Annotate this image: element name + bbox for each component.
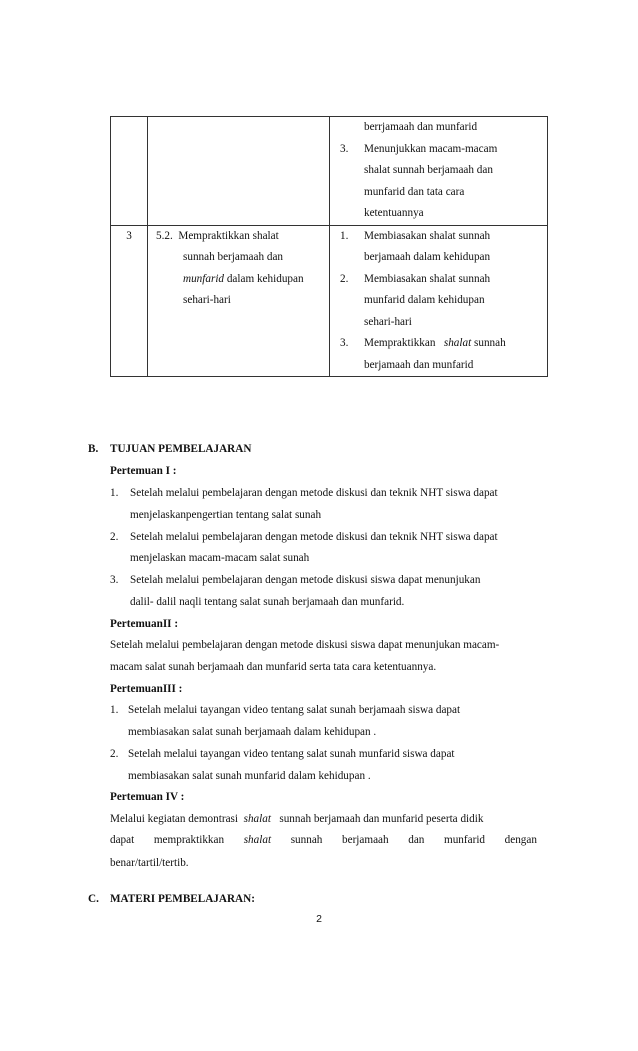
list-item: Setelah melalui tayangan video tentang salat sunah berjamaah siswa dapat xyxy=(128,704,461,716)
paragraph-line-justified: dapat mempraktikkan shalat sunnah berjamaah dan munfarid dengan xyxy=(110,834,537,846)
list-item: dalil- dalil naqli tentang salat sunah berjamaah dan munfarid. xyxy=(130,596,405,608)
paragraph-line: macam salat sunah berjamaah dan munfarid serta tata cara ketentuannya. xyxy=(110,661,437,673)
paragraph-line: Melalui kegiatan demontrasi shalat sunnah berjamaah dan munfarid peserta didik xyxy=(110,813,484,825)
list-number: 1. xyxy=(110,704,119,716)
indicator-line: Membiasakan shalat sunnah xyxy=(364,229,491,242)
kd-text: sehari-hari xyxy=(183,294,231,306)
meeting-4-heading: Pertemuan IV : xyxy=(110,791,185,803)
kd-text: dalam kehidupan xyxy=(224,272,304,285)
table-row xyxy=(111,117,548,226)
list-item: menjelaskanpengertian tentang salat sunah xyxy=(130,509,322,521)
meeting-1-heading: Pertemuan I : xyxy=(110,465,177,477)
meeting-3-heading: PertemuanIII : xyxy=(110,683,183,695)
table-cell-no xyxy=(111,117,148,226)
kd-text: Mempraktikkan shalat xyxy=(178,229,279,242)
paragraph-line: Setelah melalui pembelajaran dengan metode diskusi siswa dapat menunjukan macam- xyxy=(110,639,500,651)
list-number: 1. xyxy=(110,487,119,499)
list-item: membiasakan salat sunah berjamaah dalam kehidupan . xyxy=(128,726,377,738)
kd-text-italic: munfarid xyxy=(183,272,225,285)
indicator-line: shalat sunnah berjamaah dan xyxy=(364,164,493,176)
list-number: 2. xyxy=(110,748,119,760)
indicator-line: munfarid dalam kehidupan xyxy=(364,294,485,306)
table-cell-indicators xyxy=(330,117,548,226)
table-cell-indicators xyxy=(330,225,548,377)
table-row xyxy=(111,225,548,377)
table-cell-no xyxy=(111,225,148,377)
competency-table xyxy=(110,116,548,377)
list-number: 3. xyxy=(110,574,119,586)
indicator-line: Menunjukkan macam-macam xyxy=(364,142,498,155)
kd-number: 5.2. xyxy=(156,229,173,242)
indicator-number: 2. xyxy=(340,272,349,285)
indicator-line: berjamaah dalam kehidupan xyxy=(364,251,491,263)
indicator-line: Membiasakan shalat sunnah xyxy=(364,272,491,285)
indicator-line: sunnah xyxy=(471,337,506,349)
kd-text: sunnah berjamaah dan xyxy=(183,251,284,263)
table-cell-kd xyxy=(148,225,330,377)
indicator-italic: shalat xyxy=(443,337,472,349)
list-item: Setelah melalui tayangan video tentang salat sunah munfarid siswa dapat xyxy=(128,748,455,760)
list-number: 2. xyxy=(110,531,119,543)
list-item: membiasakan salat sunah munfarid dalam kehidupan . xyxy=(128,770,371,782)
page-number: 2 xyxy=(316,913,322,925)
meeting-2-heading: PertemuanII : xyxy=(110,618,179,630)
list-item: Setelah melalui pembelajaran dengan metode diskusi dan teknik NHT siswa dapat xyxy=(130,531,498,543)
indicator-number: 3. xyxy=(340,337,349,349)
indicator-line: Mempraktikkan xyxy=(364,337,436,349)
indicator-line: ketentuannya xyxy=(364,207,424,219)
indicator-number: 3. xyxy=(340,142,349,155)
section-c-heading: C. MATERI PEMBELAJARAN: xyxy=(88,893,255,905)
section-b-heading: B. TUJUAN PEMBELAJARAN xyxy=(88,443,252,455)
row-number: 3 xyxy=(126,229,132,242)
indicator-line: berjamaah dan munfarid xyxy=(364,358,474,371)
indicator-line: berrjamaah dan munfarid xyxy=(364,121,478,133)
indicator-line: sehari-hari xyxy=(364,315,412,328)
table-cell-kd xyxy=(148,117,330,226)
indicator-line: munfarid dan tata cara xyxy=(364,185,465,198)
list-item: Setelah melalui pembelajaran dengan metode diskusi siswa dapat menunjukan xyxy=(130,574,481,586)
list-item: Setelah melalui pembelajaran dengan metode diskusi dan teknik NHT siswa dapat xyxy=(130,487,498,499)
list-item: menjelaskan macam-macam salat sunah xyxy=(130,552,310,564)
indicator-number: 1. xyxy=(340,229,349,242)
paragraph-line: benar/tartil/tertib. xyxy=(110,857,189,869)
